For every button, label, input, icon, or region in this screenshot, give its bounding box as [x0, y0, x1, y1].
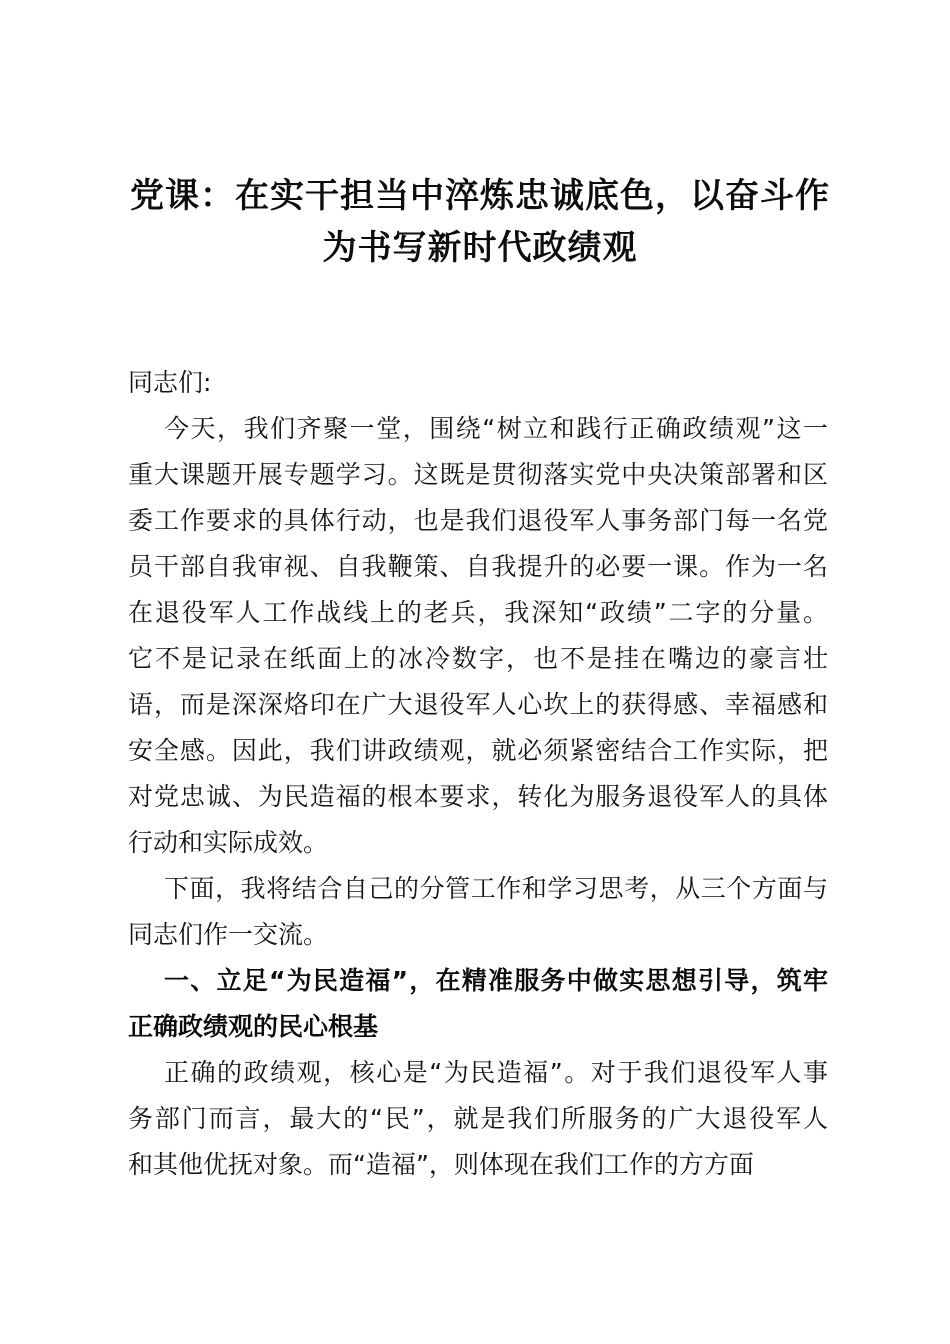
paragraph-line: 语，而是深深烙印在广大退役军人心坎上的获得感、幸福感和	[128, 690, 828, 719]
salutation: 同志们:	[128, 368, 212, 397]
paragraph-line: 委工作要求的具体行动，也是我们退役军人事务部门每一名党	[128, 506, 828, 535]
paragraph-line: 务部门而言，最大的“民”，就是我们所服务的广大退役军人	[128, 1104, 828, 1133]
paragraph-line: 员干部自我审视、自我鞭策、自我提升的必要一课。作为一名	[128, 552, 828, 581]
paragraph-outline	[128, 866, 828, 958]
document-body	[128, 360, 828, 1188]
heading-line: 正确政绩观的民心根基	[128, 1012, 379, 1041]
paragraph-line: 同志们作一交流。	[128, 920, 329, 949]
title-line-2: 为书写新时代政绩观	[322, 228, 638, 268]
paragraph-line: 安全感。因此，我们讲政绩观，就必须紧密结合工作实际，把	[128, 736, 828, 765]
paragraph-line: 行动和实际成效。	[128, 828, 329, 857]
paragraph-intro	[128, 406, 828, 866]
paragraph-line: 下面，我将结合自己的分管工作和学习思考，从三个方面与	[164, 874, 828, 903]
heading-line: 一、立足“为民造福”，在精准服务中做实思想引导，筑牢	[164, 966, 828, 995]
paragraph-line: 正确的政绩观，核心是“为民造福”。对于我们退役军人事	[164, 1058, 828, 1087]
document-title	[120, 170, 840, 274]
paragraph-line: 重大课题开展专题学习。这既是贯彻落实党中央决策部署和区	[128, 460, 828, 489]
paragraph-line: 今天，我们齐聚一堂，围绕“树立和践行正确政绩观”这一	[164, 414, 828, 443]
paragraph-line: 在退役军人工作战线上的老兵，我深知“政绩”二字的分量。	[128, 598, 828, 627]
section-heading-1	[128, 958, 828, 1050]
paragraph-section-1	[128, 1050, 828, 1188]
paragraph-line: 对党忠诚、为民造福的根本要求，转化为服务退役军人的具体	[128, 782, 828, 811]
title-line-1: 党课：在实干担当中淬炼忠诚底色，以奋斗作	[130, 176, 830, 216]
paragraph-line: 和其他优抚对象。而“造福”，则体现在我们工作的方方面	[128, 1150, 754, 1179]
paragraph-line: 它不是记录在纸面上的冰冷数字，也不是挂在嘴边的豪言壮	[128, 644, 828, 673]
